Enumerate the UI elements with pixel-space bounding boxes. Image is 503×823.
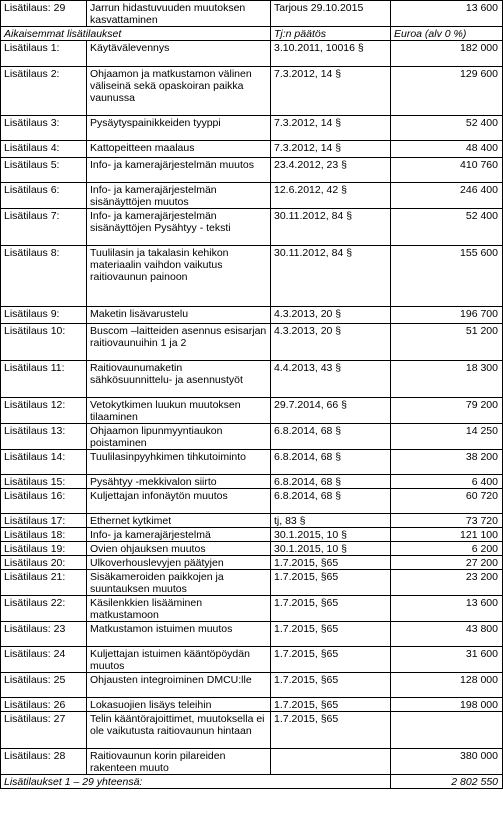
order-decision-cell: 30.1.2015, 10 § — [271, 542, 391, 556]
order-amount-cell: 6 400 — [391, 475, 503, 489]
order-row — [1, 556, 503, 570]
order-amount-cell: 51 200 — [391, 324, 503, 361]
order-amount-cell: 52 400 — [391, 209, 503, 246]
order-id-cell: Lisätilaus: 26 — [1, 698, 87, 712]
order-decision-cell: 6.8.2014, 68 § — [271, 424, 391, 450]
order-row — [1, 489, 503, 514]
order-description-cell: Matkustamon istuimen muutos — [87, 622, 271, 647]
order-id-cell: Lisätilaus 8: — [1, 246, 87, 307]
order-decision-cell: 30.11.2012, 84 § — [271, 246, 391, 307]
order-row — [1, 116, 503, 141]
order-row — [1, 622, 503, 647]
decision-column-heading: Tj:n päätös — [271, 27, 391, 41]
order-amount-cell: 38 200 — [391, 450, 503, 475]
order-decision-cell: 6.8.2014, 68 § — [271, 489, 391, 514]
order-decision-cell: 7.3.2012, 14 § — [271, 67, 391, 116]
order-description-cell: Lokasuojien lisäys teleihin — [87, 698, 271, 712]
order-decision-cell: 1.7.2015, §65 — [271, 556, 391, 570]
order-row — [1, 698, 503, 712]
order-amount-cell: 182 000 — [391, 41, 503, 67]
order-id-cell: Lisätilaus 12: — [1, 398, 87, 424]
order-amount-cell: 6 200 — [391, 542, 503, 556]
order-decision-cell: 4.3.2013, 20 § — [271, 324, 391, 361]
order-description-cell: Pysäytyspainikkeiden tyyppi — [87, 116, 271, 141]
order-description-cell: Info- ja kamerajärjestelmän sisänäyttöjen muutos — [87, 183, 271, 209]
order-decision-cell: 29.7.2014, 66 § — [271, 398, 391, 424]
order-id-cell: Lisätilaus: 23 — [1, 622, 87, 647]
top-order-row — [1, 1, 503, 27]
order-description-cell: Käsilenkkien lisääminen matkustamoon — [87, 596, 271, 622]
order-id-cell: Lisätilaus 13: — [1, 424, 87, 450]
order-row — [1, 307, 503, 324]
order-description-cell: Käytävälevennys — [87, 41, 271, 67]
order-row — [1, 475, 503, 489]
order-description-cell: Raitiovaunun korin pilareiden rakenteen muuto — [87, 749, 271, 775]
order-description-cell: Pysähtyy -mekkivalon siirto — [87, 475, 271, 489]
order-id-cell: Lisätilaus 11: — [1, 361, 87, 398]
order-row — [1, 41, 503, 67]
order-row — [1, 424, 503, 450]
order-row — [1, 246, 503, 307]
order-decision-cell — [271, 749, 391, 775]
order-amount-cell: 48 400 — [391, 141, 503, 158]
order-decision-cell: 4.4.2013, 43 § — [271, 361, 391, 398]
order-amount-cell: 60 720 — [391, 489, 503, 514]
order-row — [1, 183, 503, 209]
order-amount-cell: 73 720 — [391, 514, 503, 528]
order-id-cell: Lisätilaus 20: — [1, 556, 87, 570]
order-id-cell: Lisätilaus 18: — [1, 528, 87, 542]
order-row — [1, 596, 503, 622]
order-row — [1, 749, 503, 775]
order-amount-cell: 121 100 — [391, 528, 503, 542]
order-decision-cell: tj, 83 § — [271, 514, 391, 528]
order-id-cell: Lisätilaus 19: — [1, 542, 87, 556]
order-row — [1, 542, 503, 556]
order-id-cell: Lisätilaus 3: — [1, 116, 87, 141]
order-description-cell: Kuljettajan infonäytön muutos — [87, 489, 271, 514]
order-id-cell: Lisätilaus 10: — [1, 324, 87, 361]
order-id-cell: Lisätilaus: 27 — [1, 712, 87, 749]
order-row — [1, 209, 503, 246]
order-id-cell: Lisätilaus 1: — [1, 41, 87, 67]
order-description-cell: Tuulilasin ja takalasin kehikon materiaalin vaihdon vaikutus raitiovaunun painoon — [87, 246, 271, 307]
order-row — [1, 67, 503, 116]
order-description-cell: Ulkoverhouslevyjen päätyjen — [87, 556, 271, 570]
amount-column-heading: Euroa (alv 0 %) — [391, 27, 503, 41]
order-description-cell: Buscom –laitteiden asennus esisarjan raitiovaunuihin 1 ja 2 — [87, 324, 271, 361]
order-decision-cell: 6.8.2014, 68 § — [271, 475, 391, 489]
order-id-cell: Lisätilaus: 25 — [1, 673, 87, 698]
order-decision-cell: 6.8.2014, 68 § — [271, 450, 391, 475]
order-description-cell: Kattopeitteen maalaus — [87, 141, 271, 158]
order-row — [1, 570, 503, 596]
order-id-cell: Lisätilaus 5: — [1, 158, 87, 183]
order-row — [1, 712, 503, 749]
order-amount-cell: 18 300 — [391, 361, 503, 398]
order-description-cell: Tuulilasinpyyhkimen tihkutoiminto — [87, 450, 271, 475]
order-amount-cell: 13 600 — [391, 596, 503, 622]
order-id-cell: Lisätilaus 4: — [1, 141, 87, 158]
order-id-cell: Lisätilaus 16: — [1, 489, 87, 514]
order-id-cell: Lisätilaus: 29 — [1, 1, 87, 27]
order-decision-cell: 1.7.2015, §65 — [271, 647, 391, 673]
order-decision-cell: Tarjous 29.10.2015 — [271, 1, 391, 27]
order-id-cell: Lisätilaus 17: — [1, 514, 87, 528]
order-description-cell: Sisäkameroiden paikkojen ja suuntauksen muutos — [87, 570, 271, 596]
order-amount-cell: 14 250 — [391, 424, 503, 450]
order-amount-cell: 27 200 — [391, 556, 503, 570]
total-amount: 2 802 550 — [391, 775, 503, 789]
order-id-cell: Lisätilaus 14: — [1, 450, 87, 475]
order-row — [1, 141, 503, 158]
order-description-cell: Kuljettajan istuimen kääntöpöydän muutos — [87, 647, 271, 673]
order-amount-cell: 13 600 — [391, 1, 503, 27]
order-description-cell: Info- ja kamerajärjestelmän sisänäyttöjen Pysähtyy - teksti — [87, 209, 271, 246]
order-decision-cell: 1.7.2015, §65 — [271, 570, 391, 596]
order-amount-cell: 380 000 — [391, 749, 503, 775]
total-label: Lisätilaukset 1 – 29 yhteensä: — [1, 775, 391, 789]
order-decision-cell: 12.6.2012, 42 § — [271, 183, 391, 209]
order-amount-cell — [391, 712, 503, 749]
order-description-cell: Info- ja kamerajärjestelmä — [87, 528, 271, 542]
order-row — [1, 673, 503, 698]
order-decision-cell: 1.7.2015, §65 — [271, 673, 391, 698]
order-id-cell: Lisätilaus 21: — [1, 570, 87, 596]
order-description-cell: Ohjaamon ja matkustamon välinen väliseinä sekä opaskoiran paikka vaunussa — [87, 67, 271, 116]
order-row — [1, 361, 503, 398]
order-row — [1, 647, 503, 673]
previous-orders-heading: Aikaisemmat lisätilaukset — [1, 27, 271, 41]
order-amount-cell: 52 400 — [391, 116, 503, 141]
order-id-cell: Lisätilaus: 24 — [1, 647, 87, 673]
order-row — [1, 450, 503, 475]
order-id-cell: Lisätilaus 9: — [1, 307, 87, 324]
order-amount-cell: 246 400 — [391, 183, 503, 209]
order-description-cell: Ohjaamon lipunmyyntiaukon poistaminen — [87, 424, 271, 450]
order-decision-cell: 23.4.2012, 23 § — [271, 158, 391, 183]
order-description-cell: Telin kääntörajoittimet, muutoksella ei ole vaikutusta raitiovaunun hintaan — [87, 712, 271, 749]
order-amount-cell: 128 000 — [391, 673, 503, 698]
order-row — [1, 528, 503, 542]
order-description-cell: Maketin lisävarustelu — [87, 307, 271, 324]
total-row — [1, 775, 503, 789]
order-amount-cell: 79 200 — [391, 398, 503, 424]
order-id-cell: Lisätilaus 2: — [1, 67, 87, 116]
order-row — [1, 514, 503, 528]
order-description-cell: Ethernet kytkimet — [87, 514, 271, 528]
order-description-cell: Ohjausten integroiminen DMCU:lle — [87, 673, 271, 698]
order-decision-cell: 1.7.2015, §65 — [271, 712, 391, 749]
order-decision-cell: 4.3.2013, 20 § — [271, 307, 391, 324]
order-decision-cell: 1.7.2015, §65 — [271, 698, 391, 712]
order-row — [1, 398, 503, 424]
order-decision-cell: 7.3.2012, 14 § — [271, 116, 391, 141]
order-description-cell: Ovien ohjauksen muutos — [87, 542, 271, 556]
order-amount-cell: 129 600 — [391, 67, 503, 116]
order-id-cell: Lisätilaus 22: — [1, 596, 87, 622]
order-decision-cell: 1.7.2015, §65 — [271, 596, 391, 622]
order-row — [1, 324, 503, 361]
order-decision-cell: 30.1.2015, 10 § — [271, 528, 391, 542]
order-id-cell: Lisätilaus: 28 — [1, 749, 87, 775]
order-id-cell: Lisätilaus 15: — [1, 475, 87, 489]
order-amount-cell: 410 760 — [391, 158, 503, 183]
order-amount-cell: 198 000 — [391, 698, 503, 712]
order-amount-cell: 23 200 — [391, 570, 503, 596]
order-decision-cell: 1.7.2015, §65 — [271, 622, 391, 647]
order-description-cell: Raitiovaunumaketin sähkösuunnittelu- ja asennustyöt — [87, 361, 271, 398]
order-description-cell: Vetokytkimen luukun muutoksen tilaaminen — [87, 398, 271, 424]
order-amount-cell: 31 600 — [391, 647, 503, 673]
order-decision-cell: 7.3.2012, 14 § — [271, 141, 391, 158]
order-id-cell: Lisätilaus 7: — [1, 209, 87, 246]
order-id-cell: Lisätilaus 6: — [1, 183, 87, 209]
order-decision-cell: 30.11.2012, 84 § — [271, 209, 391, 246]
order-description-cell: Info- ja kamerajärjestelmän muutos — [87, 158, 271, 183]
order-amount-cell: 155 600 — [391, 246, 503, 307]
order-amount-cell: 43 800 — [391, 622, 503, 647]
order-amount-cell: 196 700 — [391, 307, 503, 324]
previous-orders-header-row — [1, 27, 503, 41]
order-description-cell: Jarrun hidastuvuuden muutoksen kasvattaminen — [87, 1, 271, 27]
order-row — [1, 158, 503, 183]
order-decision-cell: 3.10.2011, 10016 § — [271, 41, 391, 67]
